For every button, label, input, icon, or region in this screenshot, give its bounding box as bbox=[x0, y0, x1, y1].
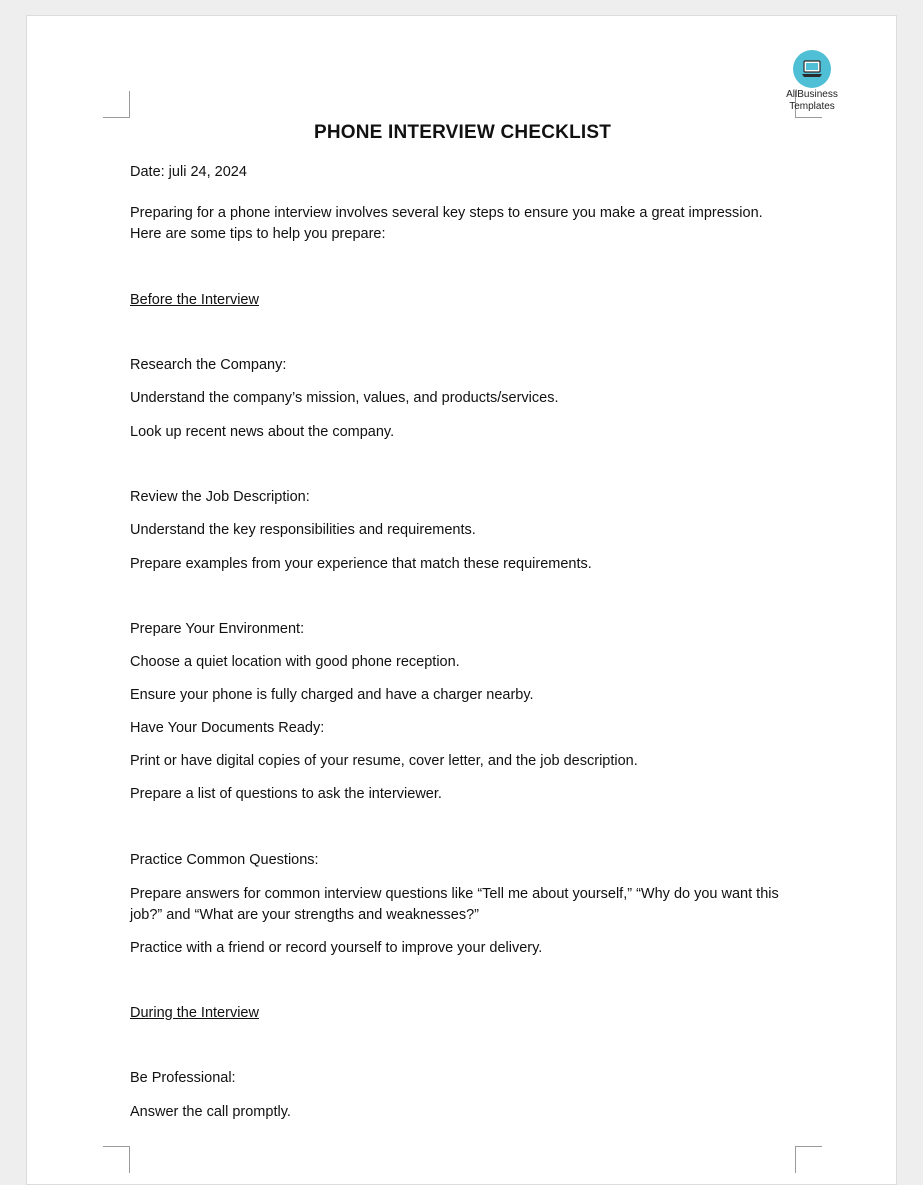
list-item: Prepare a list of questions to ask the interviewer. bbox=[130, 786, 442, 802]
list-item: Understand the company’s mission, values, and products/services. bbox=[130, 390, 559, 406]
subheading-research: Research the Company: bbox=[130, 357, 287, 373]
subheading-documents: Have Your Documents Ready: bbox=[130, 720, 325, 736]
list-item: Choose a quiet location with good phone reception. bbox=[130, 654, 460, 670]
list-item: Look up recent news about the company. bbox=[130, 424, 395, 440]
list-item: Print or have digital copies of your resume, cover letter, and the job description. bbox=[130, 753, 638, 769]
crop-mark-top-left bbox=[103, 91, 130, 118]
subheading-review: Review the Job Description: bbox=[130, 489, 310, 505]
heading-during-interview: During the Interview bbox=[130, 1005, 259, 1021]
crop-mark-bottom-right bbox=[795, 1146, 822, 1173]
list-item: Practice with a friend or record yourself to improve your delivery. bbox=[130, 940, 543, 956]
heading-before-interview: Before the Interview bbox=[130, 292, 259, 308]
subheading-professional: Be Professional: bbox=[130, 1070, 236, 1086]
intro-paragraph: Preparing for a phone interview involves several key steps to ensure you make a great impression. Here are some tips to help you prepare: bbox=[130, 205, 763, 242]
list-item: Prepare examples from your experience that match these requirements. bbox=[130, 556, 592, 572]
list-item: Understand the key responsibilities and requirements. bbox=[130, 522, 476, 538]
subheading-environment: Prepare Your Environment: bbox=[130, 621, 305, 637]
logo-text-line1: AllBusiness bbox=[786, 89, 838, 100]
allbusiness-logo bbox=[777, 50, 847, 112]
date-line: Date: juli 24, 2024 bbox=[130, 164, 247, 180]
list-item: Prepare answers for common interview questions like “Tell me about yourself,” “Why do you want this job?” and “What are your strengths and weaknesses?” bbox=[130, 886, 779, 923]
crop-mark-bottom-left bbox=[103, 1146, 130, 1173]
list-item: Answer the call promptly. bbox=[130, 1104, 291, 1120]
list-item: Ensure your phone is fully charged and have a charger nearby. bbox=[130, 687, 534, 703]
document-page bbox=[26, 15, 897, 1185]
subheading-practice: Practice Common Questions: bbox=[130, 852, 319, 868]
logo-text-line2: Templates bbox=[789, 101, 835, 112]
document-title: PHONE INTERVIEW CHECKLIST bbox=[313, 122, 612, 143]
laptop-icon bbox=[793, 50, 831, 88]
